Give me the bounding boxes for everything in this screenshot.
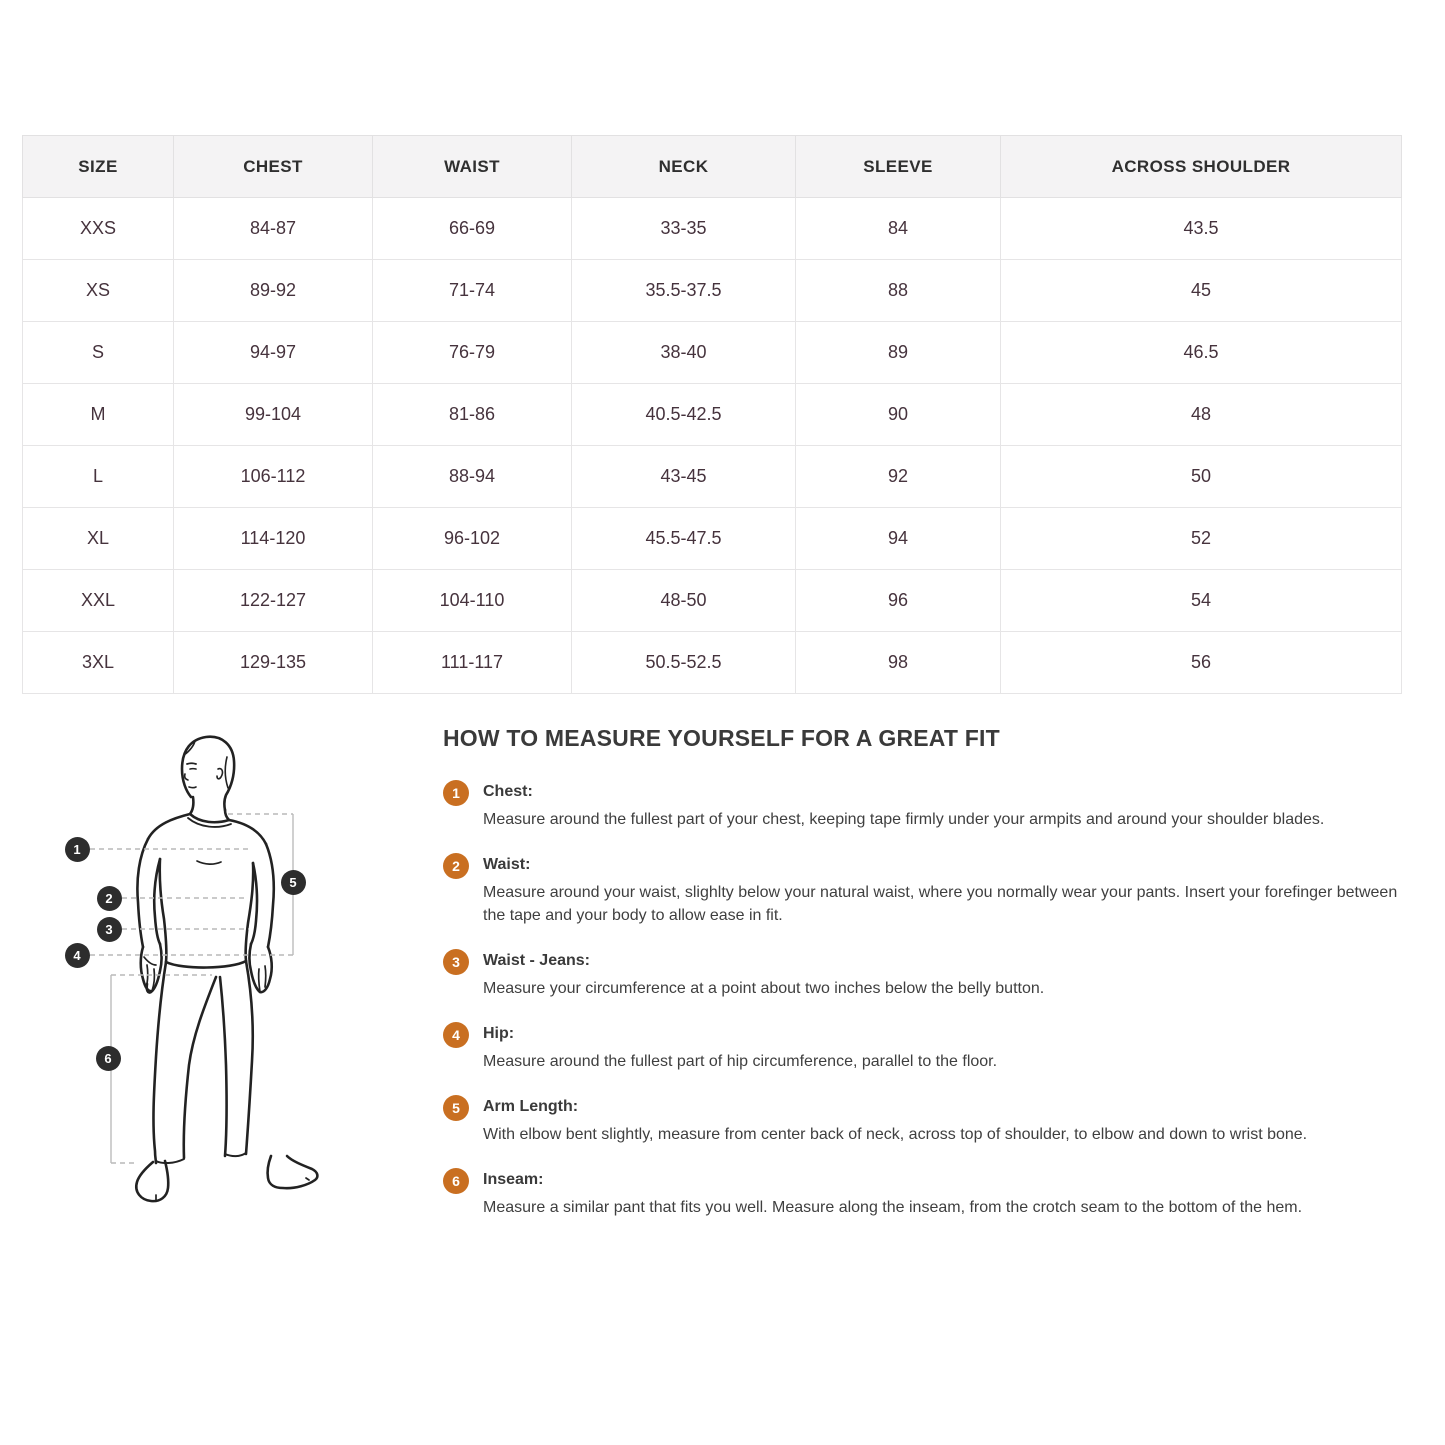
instruction-label: Arm Length:	[483, 1098, 579, 1115]
instruction-label: Inseam:	[483, 1171, 544, 1188]
size-label: XXS	[23, 198, 174, 260]
shoulder-value: 45	[1001, 260, 1402, 322]
figure-marker-2-waist: 2	[97, 886, 122, 911]
step-badge-2: 2	[443, 853, 469, 879]
column-header-sleeve: SLEEVE	[796, 136, 1001, 198]
instruction-item-waist	[443, 852, 1403, 927]
waist-value: 76-79	[373, 322, 572, 384]
column-header-size: SIZE	[23, 136, 174, 198]
size-label: XL	[23, 508, 174, 570]
chest-value: 122-127	[174, 570, 373, 632]
table-row-m	[23, 384, 1402, 446]
waist-value: 81-86	[373, 384, 572, 446]
neck-value: 35.5-37.5	[572, 260, 796, 322]
table-row-xl	[23, 508, 1402, 570]
measure-instructions	[443, 711, 1445, 1251]
neck-value: 48-50	[572, 570, 796, 632]
instruction-description: Measure around the fullest part of your chest, keeping tape firmly under your armpits and around your shoulder blades.	[483, 811, 1325, 828]
instruction-item-chest	[443, 779, 1403, 831]
instruction-label: Waist - Jeans:	[483, 952, 590, 969]
sleeve-value: 92	[796, 446, 1001, 508]
waist-value: 111-117	[373, 632, 572, 694]
size-label: XXL	[23, 570, 174, 632]
body-outline-illustration	[40, 711, 390, 1251]
step-badge-6: 6	[443, 1168, 469, 1194]
waist-value: 96-102	[373, 508, 572, 570]
figure-marker-3-waist-jeans: 3	[97, 917, 122, 942]
step-badge-3: 3	[443, 949, 469, 975]
instruction-item-hip	[443, 1021, 1403, 1073]
shoulder-value: 48	[1001, 384, 1402, 446]
neck-value: 45.5-47.5	[572, 508, 796, 570]
column-header-neck: NECK	[572, 136, 796, 198]
figure-marker-5-arm-length: 5	[281, 870, 306, 895]
shoulder-value: 54	[1001, 570, 1402, 632]
instruction-description: Measure a similar pant that fits you well. Measure along the inseam, from the crotch seam to the bottom of the hem.	[483, 1199, 1303, 1216]
table-row-xxs	[23, 198, 1402, 260]
shoulder-value: 52	[1001, 508, 1402, 570]
header-row	[23, 136, 1402, 198]
figure-marker-1-chest: 1	[65, 837, 90, 862]
instruction-description: Measure your circumference at a point about two inches below the belly button.	[483, 980, 1045, 997]
neck-value: 33-35	[572, 198, 796, 260]
instruction-label: Hip:	[483, 1025, 515, 1042]
sleeve-value: 94	[796, 508, 1001, 570]
instruction-item-arm-length	[443, 1094, 1403, 1146]
chest-value: 89-92	[174, 260, 373, 322]
neck-value: 38-40	[572, 322, 796, 384]
chest-value: 99-104	[174, 384, 373, 446]
column-header-waist: WAIST	[373, 136, 572, 198]
size-chart-table	[22, 135, 1402, 694]
size-label: L	[23, 446, 174, 508]
waist-value: 88-94	[373, 446, 572, 508]
shoulder-value: 50	[1001, 446, 1402, 508]
step-badge-5: 5	[443, 1095, 469, 1121]
instruction-item-inseam	[443, 1167, 1403, 1219]
neck-value: 40.5-42.5	[572, 384, 796, 446]
instruction-label: Chest:	[483, 783, 533, 800]
measure-guide-section	[0, 711, 1445, 1251]
figure-marker-4-hip: 4	[65, 943, 90, 968]
instruction-description: With elbow bent slightly, measure from center back of neck, across top of shoulder, to elbow and down to wrist bone.	[483, 1126, 1308, 1143]
instruction-description: Measure around your waist, slighlty below your natural waist, where you normally wear your pants. Insert your forefinger between the tape and your body to allow ease in fit.	[483, 884, 1398, 924]
waist-value: 66-69	[373, 198, 572, 260]
instruction-description: Measure around the fullest part of hip circumference, parallel to the floor.	[483, 1053, 998, 1070]
table-row-s	[23, 322, 1402, 384]
column-header-across-shoulder: ACROSS SHOULDER	[1001, 136, 1402, 198]
table-row-3xl	[23, 632, 1402, 694]
sleeve-value: 96	[796, 570, 1001, 632]
neck-value: 43-45	[572, 446, 796, 508]
table-row-xs	[23, 260, 1402, 322]
step-badge-1: 1	[443, 780, 469, 806]
neck-value: 50.5-52.5	[572, 632, 796, 694]
body-measurement-figure	[40, 711, 390, 1251]
sleeve-value: 98	[796, 632, 1001, 694]
waist-value: 104-110	[373, 570, 572, 632]
size-label: 3XL	[23, 632, 174, 694]
figure-marker-6-inseam: 6	[96, 1046, 121, 1071]
sleeve-value: 89	[796, 322, 1001, 384]
size-label: XS	[23, 260, 174, 322]
sleeve-value: 84	[796, 198, 1001, 260]
column-header-chest: CHEST	[174, 136, 373, 198]
waist-value: 71-74	[373, 260, 572, 322]
shoulder-value: 56	[1001, 632, 1402, 694]
chest-value: 106-112	[174, 446, 373, 508]
guide-title: HOW TO MEASURE YOURSELF FOR A GREAT FIT	[443, 725, 1000, 751]
size-label: M	[23, 384, 174, 446]
sleeve-value: 90	[796, 384, 1001, 446]
table-row-l	[23, 446, 1402, 508]
chest-value: 94-97	[174, 322, 373, 384]
instruction-item-waist-jeans	[443, 948, 1403, 1000]
step-badge-4: 4	[443, 1022, 469, 1048]
chest-value: 84-87	[174, 198, 373, 260]
chest-value: 129-135	[174, 632, 373, 694]
size-label: S	[23, 322, 174, 384]
sleeve-value: 88	[796, 260, 1001, 322]
instruction-label: Waist:	[483, 856, 531, 873]
shoulder-value: 43.5	[1001, 198, 1402, 260]
shoulder-value: 46.5	[1001, 322, 1402, 384]
table-row-xxl	[23, 570, 1402, 632]
chest-value: 114-120	[174, 508, 373, 570]
